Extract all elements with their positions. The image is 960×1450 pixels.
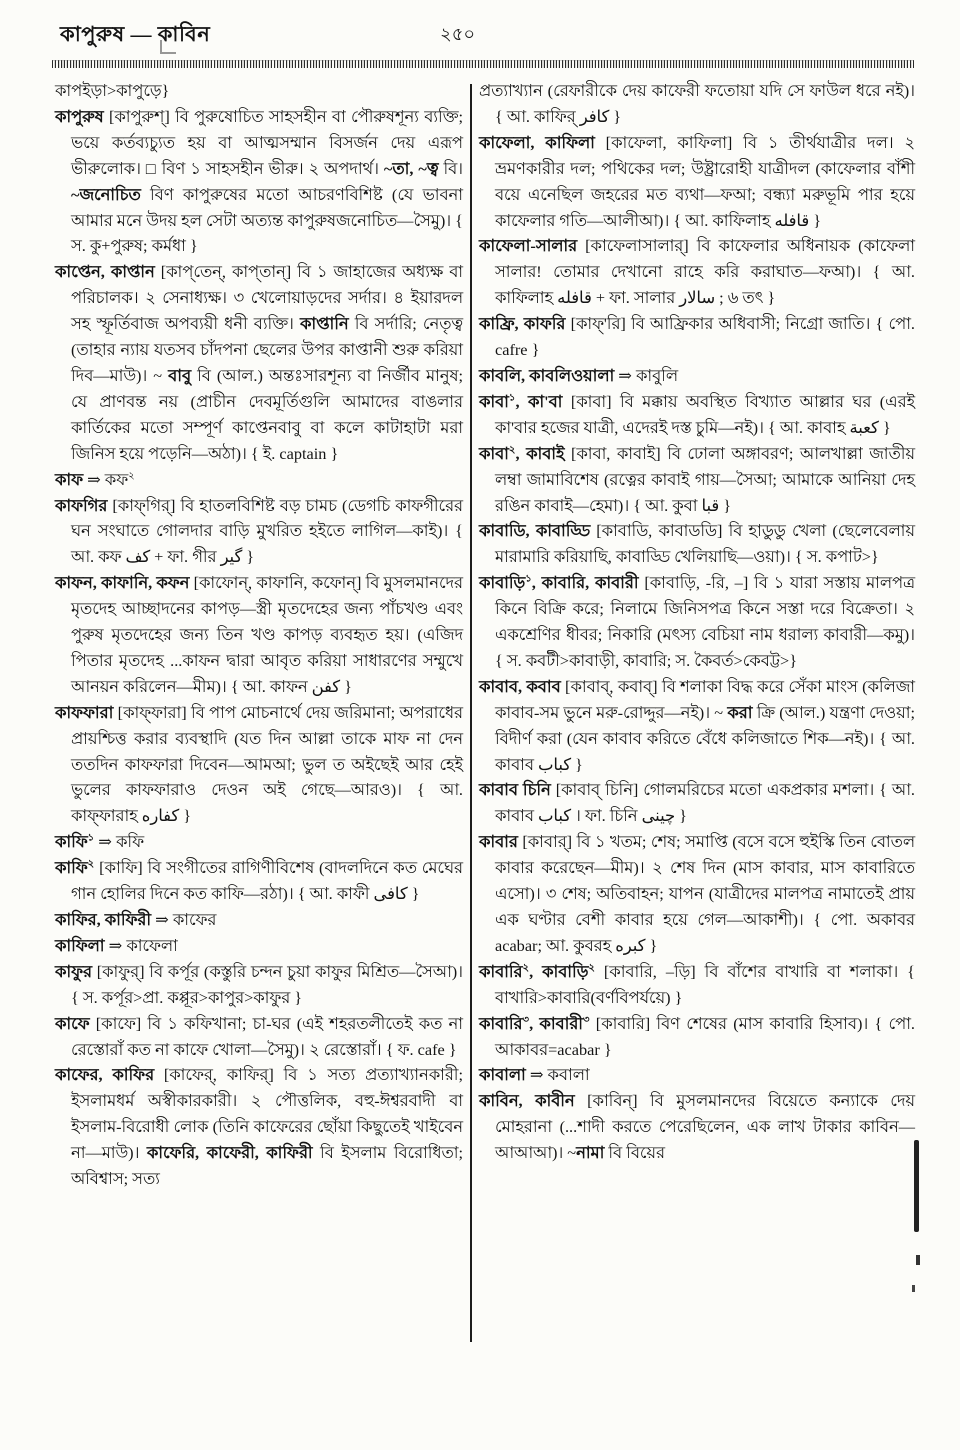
headword: কাবার [479,832,523,852]
headword: কাবা [479,443,509,463]
entry-text: [কাবাড়ি, -রি, –] বি ১ যারা সস্তায় মালপত্র কিনে বিক্রি করে; নিলামে জিনিসপত্র কিনে সস্তা দরে বিক্রেতা। ২ একশ্রেণির ধীবর; নিকারি (মৎস্য বেচিয়া নাম ধরাল্য কাবারী—কমু)। { স. কবটী>কাবাড়ী, কাবারি; স. কৈবর্ত>কেবট্ট>} [495,573,915,670]
dictionary-entry [479,389,915,441]
dictionary-entry [55,829,463,855]
entry-text: ⇒ কাবুলি [614,365,678,385]
entry-text: [কাফ্‌ফারা] বি পাপ মোচনার্থে দেয় জরিমানা; অপরাধের প্রায়শ্চিত্ত করার ব্যবস্থাদি (যত দিন আল্লা তাকে মাফ না দেন ততদিন কাফফারা দিবেন—আমআ; ভুল ত অইছেই আর হেই ভুলের কাফফারাও দেওন অই গেছে—আরও)। { আ. কাফ্‌ফারাহ كفاره } [71,702,463,826]
dictionary-entry [55,700,463,830]
scan-smudge [160,40,176,54]
entry-text: বি। [438,158,463,178]
dictionary-entry [55,959,463,1011]
dictionary-entry [479,78,915,130]
entry-text: ⇒ কাফের [151,910,217,929]
entry-text: ⇒ কাফেলা [104,935,178,955]
dictionary-entry [479,518,915,570]
entry-text: ⇒ কফি [94,832,144,852]
headword: ১ [508,392,516,404]
dictionary-entry [479,777,915,829]
headword: কাফ্রি, কাফরি [479,314,571,334]
dictionary-entry [55,907,463,933]
headword: কাবা [479,391,509,411]
dictionary-entry [55,259,463,466]
entry-text: ⇒ কবালা [525,1065,590,1085]
dictionary-entry [479,1088,915,1166]
dictionary-entry [55,78,463,104]
entry-text: [কাবা] বি মক্কায় অবস্থিত বিখ্যাত আল্লার ঘর (এরই কা'বার হজের যাত্রী, এদেরই দস্ত চুমি—নই)। { আ. কাবাহ كعبة } [495,391,915,437]
headword: কাফেরি, কাফেরী, কাফিরী [146,1143,313,1163]
entry-text: ২ [128,470,135,482]
entry-text: [কাফের্, কাফির্] বি ১ সত্য প্রত্যাখ্যানকারী; ইসলামধর্ম অস্বীকারকারী। ২ পৌত্তলিক, বহু-ঈশ্বরবাদী বা ইসলাম-বিরোধী লোক (তিনি কাফেরের ছোঁয়া কিছুতেই খাইবেন না—মাউ)। [71,1065,463,1163]
headword: ২ [588,962,595,974]
right-column [479,78,915,1342]
dictionary-entry [479,674,915,778]
entry-text: বি বিয়ের [604,1143,665,1163]
entry-text: [কাফি] বি সংগীতের রাগিণীবিশেষ (বাদলদিনে কত মেঘের গান হোলির দিনে কত কাফি—রঠা)। { আ. কাফী كافى } [71,858,463,904]
headword: ২ [87,858,95,870]
page-header [0,16,960,52]
headword: কাফেলা, কাফিলা [479,132,606,152]
entry-text: [কাবারি] বিণ শেষের (মাস কাবারি হিসাব)। { পো. আকাবর=acabar } [495,1013,915,1059]
entry-text: [কাবাব্ চিনি] গোলমরিচের মতো একপ্রকার মশলা। { আ. কাবাব كباب । ফা. চিনি چينى } [495,780,915,826]
dictionary-entry [479,441,915,519]
entry-text: [কাবাব্, কবাব্] বি শলাকা বিদ্ধ করে সেঁকা মাংস (কলিজা কাবাব-সম ভুনে মরু-রোদ্দুর—নই)। ~ [495,676,915,722]
entry-text: [কাবার্] বি ১ খতম; শেষ; সমাপ্তি (বসে বসে হুইস্কি তিন বোতল কাবার করেছেন—মীম)। ২ শেষ দিন (মাস কাবার, মাস কাবারিতে এসো)। ৩ শেষ; অতিবাহন; যাপন (যাত্রীদের মালপত্র নামাতেই প্রায় এক ঘণ্টার বেশী কাবার হয়ে গেল—আকাশী)। { পো. অকাবর acabar; আ. কুবরহ كبره } [495,832,916,955]
headword: কাফন, কাফানি, কফন [55,573,194,593]
headword: কাফির, কাফিরী [55,910,152,929]
text-columns [55,78,915,1342]
dictionary-entry [479,1011,915,1063]
headword: কাবারি [479,1013,523,1033]
entry-text: প্রত্যাখ্যান (রেফারীকে দেয় কাফেরী ফতোয়া যদি সে ফাউল ধরে নই)। { আ. কাফির্ كافر } [479,81,915,126]
headword: কাফি [55,832,88,852]
headword: , কাবাড়ি [529,961,589,981]
entry-text: [কাপ্‌তেন্, কাপ্‌তান্] বি ১ জাহাজের অধ্যক্ষ বা পরিচালক। ২ সেনাধ্যক্ষ। ৩ খেলোয়াড়দের সর্দার। ৪ ইয়ারদল সহ স্ফূর্তিবাজ অপব্যয়ী ধনী ব্যক্তি। [71,262,463,334]
running-head: কাপুরুষ — কাবিন [60,22,211,46]
headword: ২ [522,962,530,974]
dictionary-entry [55,1011,463,1063]
headword: কাবালা [479,1065,526,1085]
entry-text: বি ইসলাম বিরোধিতা; অবিশ্বাস; সত্য [71,1143,463,1189]
dictionary-entry [479,363,915,389]
entry-text: [কাফ্‌'রি] বি আফ্রিকার অধিবাসী; নিগ্রো জাতি। { পো. cafre } [495,314,915,360]
dictionary-entry [479,570,915,674]
entry-text: [কাবাডি, কাবাডডি] বি হাডুডু খেলা (ছেলেবেলায় মারামারি করিয়াছি, কাবাড্ডি খেলিয়াছি—ওয়া)। { স. কপাট>} [495,521,915,567]
entry-text: বি সর্দারি; নেতৃত্ব (তাহার ন্যায় যতসব চাঁদপনা ছেলের উপর কাপ্তানী শুরু করিয়া দিব—মাউ)। ~ [71,314,463,385]
headword: ৩ [522,1014,530,1026]
headword: , কাবারি, কাবারী [531,573,645,593]
dictionary-entry [479,311,915,363]
dictionary-entry [479,829,915,959]
headword: করা [727,702,753,722]
entry-text: [কাফে] বি ১ কফিখানা; চা-ঘর (এই শহরতলীতেই কত না রেস্তোরাঁ কত না কাফে খোলা—সৈমু)। ২ রেস্তোরাঁ। { ফ. cafe } [71,1013,463,1059]
headword: , কাবারী [529,1013,583,1033]
headword: ~তা, ~ত্ব [383,158,439,178]
headword: , কা'বা [515,391,571,411]
dictionary-entry [55,933,463,959]
headword: কাফুর [55,961,97,981]
dictionary-entry [479,233,915,311]
headword: কাপ্তেন, কাপ্তান [55,262,161,282]
headword: , কাবাই [515,443,571,463]
entry-text: বি (আল.) অন্তঃসারশূন্য বা নির্জীব মানুষ; যে প্রাণবন্ত নয় (প্রাচীন দেবমূর্তিগুলি আমাদের বাঙলার কার্তিকের মতো সম্পূর্ণ কাপ্তেনবাবু বা কলে কাটাহাটা মরা জিনিস হয়ে পড়েনি—অঠা)। { ই. captain } [71,365,463,463]
scan-artifact [914,1140,919,1232]
headword: ২ [508,444,516,456]
column-divider [470,84,472,1342]
dictionary-entry [55,493,463,571]
dictionary-entry [55,467,463,493]
entry-text: [কাবিন্] বি মুসলমানদের বিয়েতে কন্যাকে দেয় মোহরানা (...শাদী করতে পেরেছিলেন, এক লাখ টাকার কাবিন—আআআ)। ~ [495,1091,915,1163]
entry-text: [কাপুরুশ্] বি পুরুষোচিত সাহসহীন বা পৌরুষশূন্য ব্যক্তি; ভয়ে কর্তব্যচ্যুত হয় বা আত্মসম্মান বিসর্জন দেয় এরূপ ভীরুলোক। □ বিণ ১ সাহসহীন ভীরু। ২ অপদার্থ। [71,106,463,178]
entry-text: [কাফুর্] বি কর্পূর (কস্তুরি চন্দন চুয়া কাফুর মিশ্রিত—সৈআ)। { স. কর্পূর>প্রা. কপ্পূর>কাপুর>কাফুর } [71,961,463,1007]
headword: কাবিন, কাবীন [479,1091,588,1111]
headword: কাফগির [55,495,113,515]
headword: কাপ্তানি [299,314,349,334]
headword: কাফিলা [55,935,105,955]
headword: কাবাব চিনি [479,780,556,800]
headword: ১ [87,832,95,844]
headword: কাফি [55,858,88,878]
entry-text: কাপইড়া>কাপুড়ে} [55,81,170,100]
entry-text: [কাফোন্, কাফানি, কফোন্] বি মুসলমানদের মৃতদেহ আচ্ছাদনের কাপড়—স্ত্রী মৃতদেহের জন্য পাঁচখণ্ড এবং পুরুষ মৃতদেহের জন্য তিন খণ্ড কাপড় ব্যবহৃত হয়। (এজিদ পিতার মৃতদেহ ...কাফন দ্বারা আবৃত করিয়া সাধারণের সম্মুখে আনয়ন করিলেন—মীম)। { আ. কাফন كفن } [71,573,463,696]
headword: কাফফারা [55,702,118,722]
scan-artifact [912,1285,915,1292]
entry-text: বিণ কাপুরুষের মতো আচরণবিশিষ্ট (যে ভাবনা আমার মনে উদয় হল সেটা অত্যন্ত কাপুরুষজনোচিত—সৈমু)। { স. কু+পুরুষ; কর্মধা } [71,184,463,256]
entry-text: ⇒ কফ [83,469,129,489]
headword: কাবাব, কবাব [479,676,566,696]
header-rule [52,60,914,68]
entry-text: [কাফেলা, কাফিলা] বি ১ তীর্থযাত্রীর দল। ২ ভ্রমণকারীর দল; পথিকের দল; উষ্ট্রারোহী যাত্রীদল (কাফেলার বাঁশী বয়ে এনেছিল জহরের মত ব্যথা—ফআ; বন্ধ্যা মরুভূমি পার হয়ে কাফেলার গতি—আলীআ)। { আ. কাফিলাহ قافله } [495,132,915,230]
dictionary-entry [55,104,463,259]
entry-text: ক্রি (আল.) যন্ত্রণা দেওয়া; বিদীর্ণ করা (যেন কাবাব করিতে বেঁধে কলিজাতে শিক—নই)। { আ. কাবাব كباب } [495,702,915,774]
dictionary-entry [479,130,915,234]
headword: কাফের, কাফির [55,1065,164,1085]
headword: কাফে [55,1013,96,1033]
headword: বাবু [168,365,192,385]
headword: কাবারি [479,961,523,981]
headword: কাফ [55,469,84,489]
headword: কাফেলা-সালার [479,236,586,256]
headword: ১ [525,573,532,585]
entry-text: [কাবারি, –ড়ি] বি বাঁশের বাখারি বা শলাকা। { বাখারি>কাবারি(বর্ণবিপর্যয়ে) } [495,961,915,1007]
page-number: ২৫০ [440,24,476,44]
headword: ৩ [582,1014,590,1026]
dictionary-entry [55,855,463,907]
entry-text: [কাবা, কাবাই] বি ঢোলা অঙ্গাবরণ; আলখাল্লা জাতীয় লম্বা জামাবিশেষ (রত্নের কাবাই গায়—সৈআ; আমাকে আনিয়া দেহ রঙিন কাবাই—হেমা)। { আ. কুবা قبا } [495,443,915,515]
left-column [55,78,463,1342]
entry-text: [কাফ্‌গির্] বি হাতলবিশিষ্ট বড় চামচ (ডেগচি কাফগীরের ঘন সংঘাতে গোলদার বাড়ি মুখরিত হইতে লাগিল—কাই)। { আ. কফ كف + ফা. গীর گير } [71,495,463,567]
headword: কাপুরুষ [55,106,109,126]
dictionary-entry [55,1062,463,1192]
headword: কাবাডি, কাবাড্ডি [479,521,597,541]
headword: কাবাড়ি [479,573,526,593]
headword: কাবলি, কাবলিওয়ালা [479,365,615,385]
headword: ~জনোচিত [71,184,141,204]
dictionary-entry [479,1062,915,1088]
dictionary-entry [55,570,463,700]
dictionary-entry [479,959,915,1011]
entry-text: [কাফেলাসালার্] বি কাফেলার অধিনায়ক (কাফেলা সালার! তোমার দেখানো রাহে করি করাঘাত—ফআ)। { আ. কাফিলাহ قافله + ফা. সালার سالار ; ৬ তৎ } [495,236,915,308]
headword: নামা [576,1143,605,1163]
scan-artifact [916,1255,920,1265]
